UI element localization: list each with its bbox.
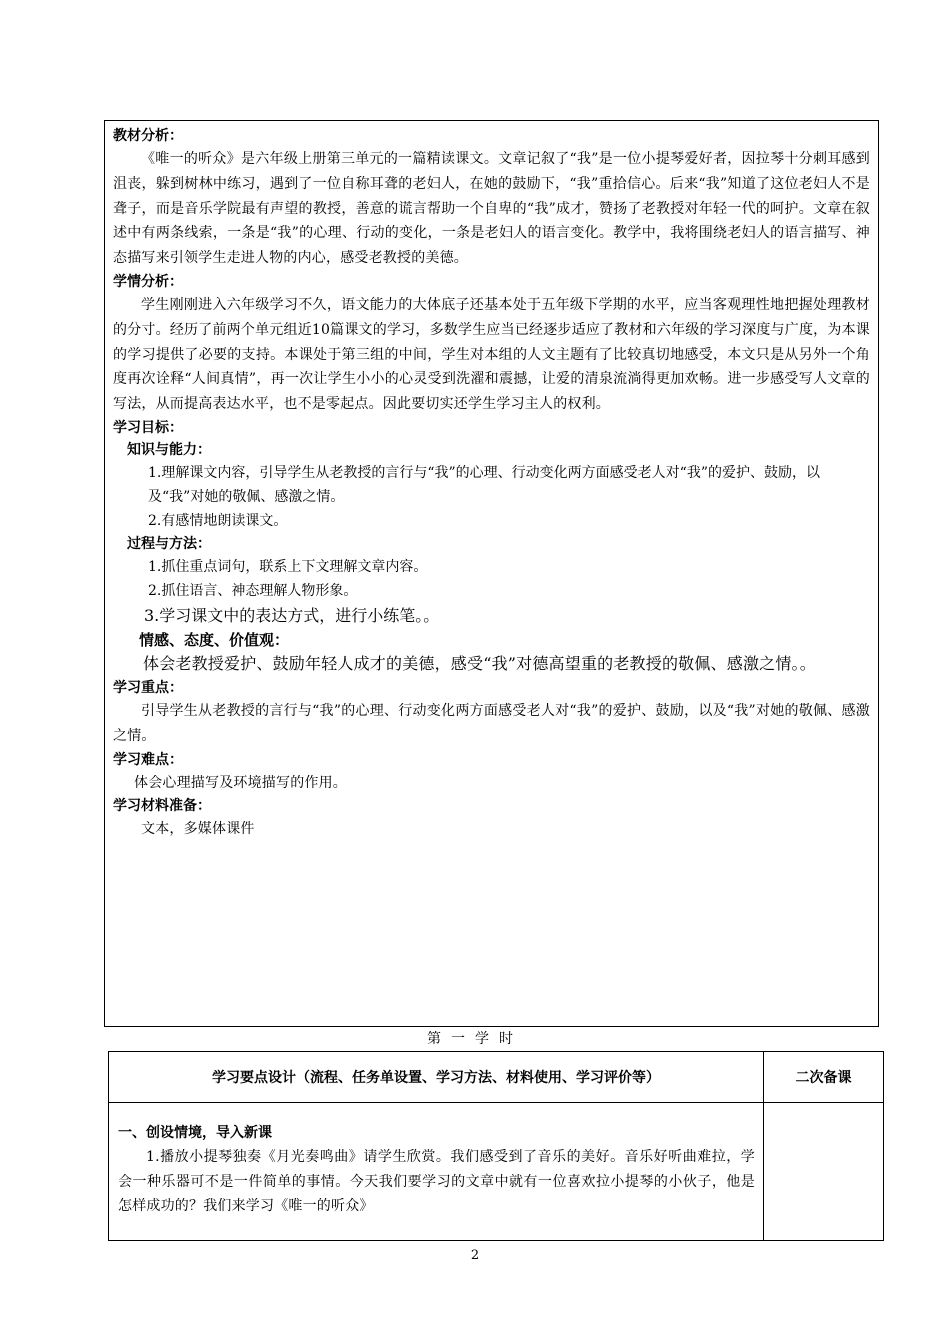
student-analysis-text: 学生刚刚进入六年级学习不久，语文能力的大体底子还基本处于五年级下学期的水平，应当客观理性地把握处理教材的分寸。经历了前两个单元组近10篇课文的学习，多数学生应当已经逐步适应了教材和六年级的学习深度与广度，为本课的学习提供了必要的支持。本课处于第三组的中间，学生对本组的人文主题有了比较真切地感受，本文只是从另外一个角度再次诠释“人间真情”，再一次让学生小小的心灵受到洗濯和震撼，让爱的清泉流淌得更加欢畅。进一步感受写人文章的写法，从而提高表达水平，也不是零起点。因此要切实还学生学习主人的权利。 [113,296,870,413]
section-title-learning-goals: 学习目标： [113,419,183,436]
step-title: 一、创设情境，导入新课 [118,1125,272,1141]
goal-process-item: 2.抓住语言、神态理解人物形象。 [148,582,358,599]
section-title-key-points: 学习重点： [113,679,183,696]
table-header-revision: 二次备课 [764,1052,884,1103]
goal-emotion-title: 情感、态度、价值观： [139,630,290,649]
table-header-design: 学习要点设计（流程、任务单设置、学习方法、材料使用、学习评价等） [109,1052,764,1103]
key-points-text: 引导学生从老教授的言行与“我”的心理、行动变化两方面感受老人对“我”的爱护、鼓励，以及“我”对她的敬佩、感激之情。 [113,702,870,744]
design-cell [109,1103,764,1241]
lesson-design-table [108,1051,884,1241]
textbook-analysis-text: 《唯一的听众》是六年级上册第三单元的一篇精读课文。文章记叙了“我”是一位小提琴爱好者，因拉琴十分刺耳感到沮丧，躲到树林中练习，遇到了一位自称耳聋的老妇人，在她的鼓励下，“我”重拾信心。后来“我”知道了这位老妇人不是聋子，而是音乐学院最有声望的教授，善意的谎言帮助一个自卑的“我”成才，赞扬了老教授对年轻一代的呵护。文章在叙述中有两条线索，一条是“我”的心理、行动的变化，一条是老妇人的语言变化。教学中，我将围绕老妇人的语言描写、神态描写来引领学生走进人物的内心，感受老教授的美德。 [113,151,870,267]
goal-process-title: 过程与方法： [127,535,211,552]
section-title-materials: 学习材料准备： [113,798,211,815]
goal-emotion-text: 体会老教授爱护、鼓励年轻人成才的美德，感受“我”对德高望重的老教授的敬佩、感激之情。。 [143,653,816,673]
goal-process-item: 1.抓住重点词句，联系上下文理解文章内容。 [148,558,428,575]
section-title-textbook-analysis: 教材分析： [113,128,183,144]
goal-process-item: 3.学习课文中的表达方式，进行小练笔。。 [144,605,440,625]
page-number: 2 [470,1248,480,1263]
period-caption: 第一学时 [427,1031,523,1047]
section-title-difficulties: 学习难点： [113,751,183,768]
revision-cell [764,1103,884,1241]
goal-knowledge-item: 2.有感情地朗读课文。 [148,512,288,529]
materials-text: 文本，多媒体课件 [141,821,255,838]
goal-knowledge-item: 1.理解课文内容，引导学生从老教授的言行与“我”的心理、行动变化两方面感受老人对“我”的爱护、鼓励，以及“我”对她的敬佩、感激之情。 [148,464,820,505]
difficulties-text: 体会心理描写及环境描写的作用。 [134,774,347,791]
goal-knowledge-title: 知识与能力： [127,441,211,458]
section-title-student-analysis: 学情分析： [113,273,183,290]
lesson-analysis-box [104,120,879,1027]
step-text: 1.播放小提琴独奏《月光奏鸣曲》请学生欣赏。我们感受到了音乐的美好。音乐好听曲难拉，学会一种乐器可不是一件简单的事情。今天我们要学习的文章中就有一位喜欢拉小提琴的小伙子，他是怎样成功的？我们来学习《唯一的听众》 [118,1149,755,1214]
